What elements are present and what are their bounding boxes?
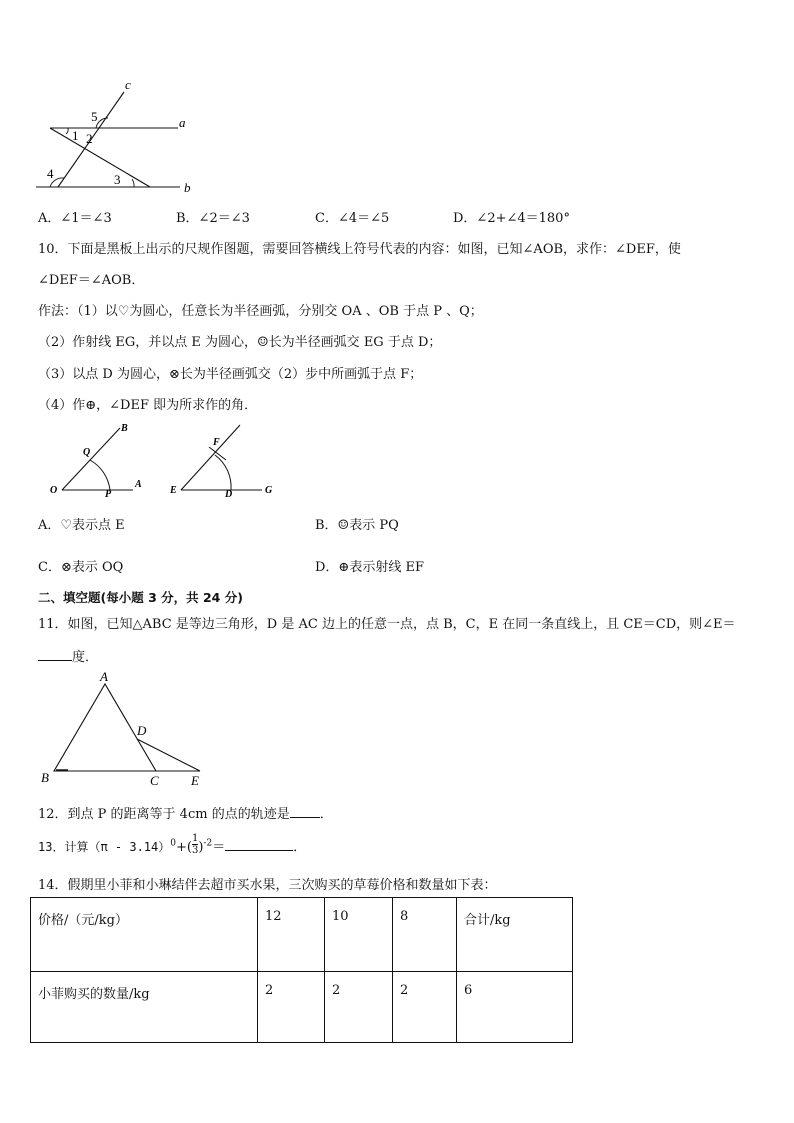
section-2-heading: 二、填空题(每小题 3 分，共 24 分) [38, 590, 243, 605]
q9-option-c: C．∠4＝∠5 [315, 211, 390, 226]
q12-answer-blank[interactable] [290, 805, 320, 818]
q10-line2: ∠DEF＝∠AOB． [38, 273, 145, 288]
fig10-label-a: A [135, 479, 142, 490]
fig10-label-e: E [170, 485, 177, 496]
q10-option-d: D．⊕表示射线 EF [315, 560, 424, 575]
price-table [30, 897, 573, 1043]
table-cell: 小菲购买的数量/kg [31, 972, 258, 1043]
fig10-label-d: D [225, 489, 233, 500]
table-cell: 2 [393, 972, 457, 1043]
q11-line2-text: 度． [72, 650, 99, 665]
fig11-label-d: D [137, 723, 147, 738]
fig10-label-o: O [50, 485, 58, 496]
table-cell: 2 [325, 972, 393, 1043]
label-a: a [179, 115, 186, 130]
label-5: 5 [91, 109, 98, 124]
q9-option-a: A．∠1＝∠3 [38, 211, 112, 226]
label-3: 3 [114, 172, 121, 187]
table-cell: 12 [258, 898, 325, 972]
q13-num: 1 [191, 833, 199, 844]
q10-option-c: C．⊗表示 OQ [38, 560, 124, 575]
fig10-label-p: P [105, 489, 112, 500]
fig10-label-b: B [121, 423, 128, 434]
q10-option-a: A．♡表示点 E [38, 518, 125, 533]
q10-step4: （4）作⊕，∠DEF 即为所求作的角． [38, 398, 258, 413]
q9-figure [0, 0, 794, 200]
fig11-label-c: C [150, 773, 159, 788]
q10-step3: （3）以点 D 为圆心，⊗长为半径画弧交（2）步中所画弧于点 F； [38, 367, 423, 382]
q13-den: 3 [191, 845, 199, 856]
fig10-label-q: Q [83, 447, 91, 458]
q10-step1: 作法：（1）以♡为圆心，任意长为半径画弧，分别交 OA 、OB 于点 P 、Q； [38, 304, 483, 319]
q9-option-d: D．∠2+∠4＝180° [453, 211, 570, 226]
q13-plus: + [175, 840, 187, 855]
fig11-label-b: B [41, 770, 49, 785]
q10-line1: 10．下面是黑板上出示的尺规作图题，需要回答横线上符号代表的内容：如图，已知∠AOB，求作：∠DEF，使 [38, 242, 681, 257]
table-cell: 10 [325, 898, 393, 972]
fig10-label-f: F [213, 437, 220, 448]
q9-option-b: B．∠2＝∠3 [176, 211, 250, 226]
q13-exp0: 0 [170, 838, 176, 849]
q10-figure [0, 415, 794, 500]
table-cell: 价格/（元/kg） [31, 898, 258, 972]
label-4: 4 [47, 166, 54, 181]
q12-text: 12．到点 P 的距离等于 4cm 的点的轨迹是 [38, 807, 290, 822]
q11-figure [0, 665, 794, 790]
table-row [31, 972, 573, 1043]
table-cell: 8 [393, 898, 457, 972]
table-cell: 2 [258, 972, 325, 1043]
q13: 13．计算（π - 3.14）$^0$+( $\frac{1}{3}$ )$^{-2}$＝ ． [38, 833, 307, 856]
q13-eq: ＝ [212, 840, 226, 855]
q14-text: 14．假期里小菲和小琳结伴去超市买水果，三次购买的草莓价格和数量如下表： [38, 878, 497, 893]
q11-line1: 11．如图，已知△ABC 是等边三角形，D 是 AC 边上的任意一点，点 B，C，E 在同一条直线上，且 CE＝CD，则∠E＝ [38, 617, 736, 632]
label-2: 2 [86, 131, 93, 146]
transversal [50, 128, 150, 187]
q11-answer-blank[interactable] [38, 648, 72, 661]
q11-line2 [38, 646, 98, 665]
q12: 12．到点 P 的距离等于 4cm 的点的轨迹是 ． [38, 807, 333, 822]
q13-prefix: 13．计算（π - 3.14） [38, 840, 171, 854]
label-b: b [184, 180, 191, 195]
label-c: c [125, 77, 131, 92]
q10-step2: （2）作射线 EG，并以点 E 为圆心，☺长为半径画弧交 EG 于点 D； [38, 335, 442, 350]
q13-exp: -2 [203, 838, 213, 849]
q10-option-b: B．☺表示 PQ [315, 518, 399, 533]
fig11-label-a: A [100, 669, 108, 684]
fig11-label-e: E [191, 773, 199, 788]
q13-answer-blank[interactable] [225, 838, 293, 851]
table-row [31, 898, 573, 972]
table-cell: 6 [457, 972, 573, 1043]
fig10-label-g: G [265, 485, 273, 496]
label-1: 1 [72, 128, 79, 143]
table-cell: 合计/kg [457, 898, 573, 972]
